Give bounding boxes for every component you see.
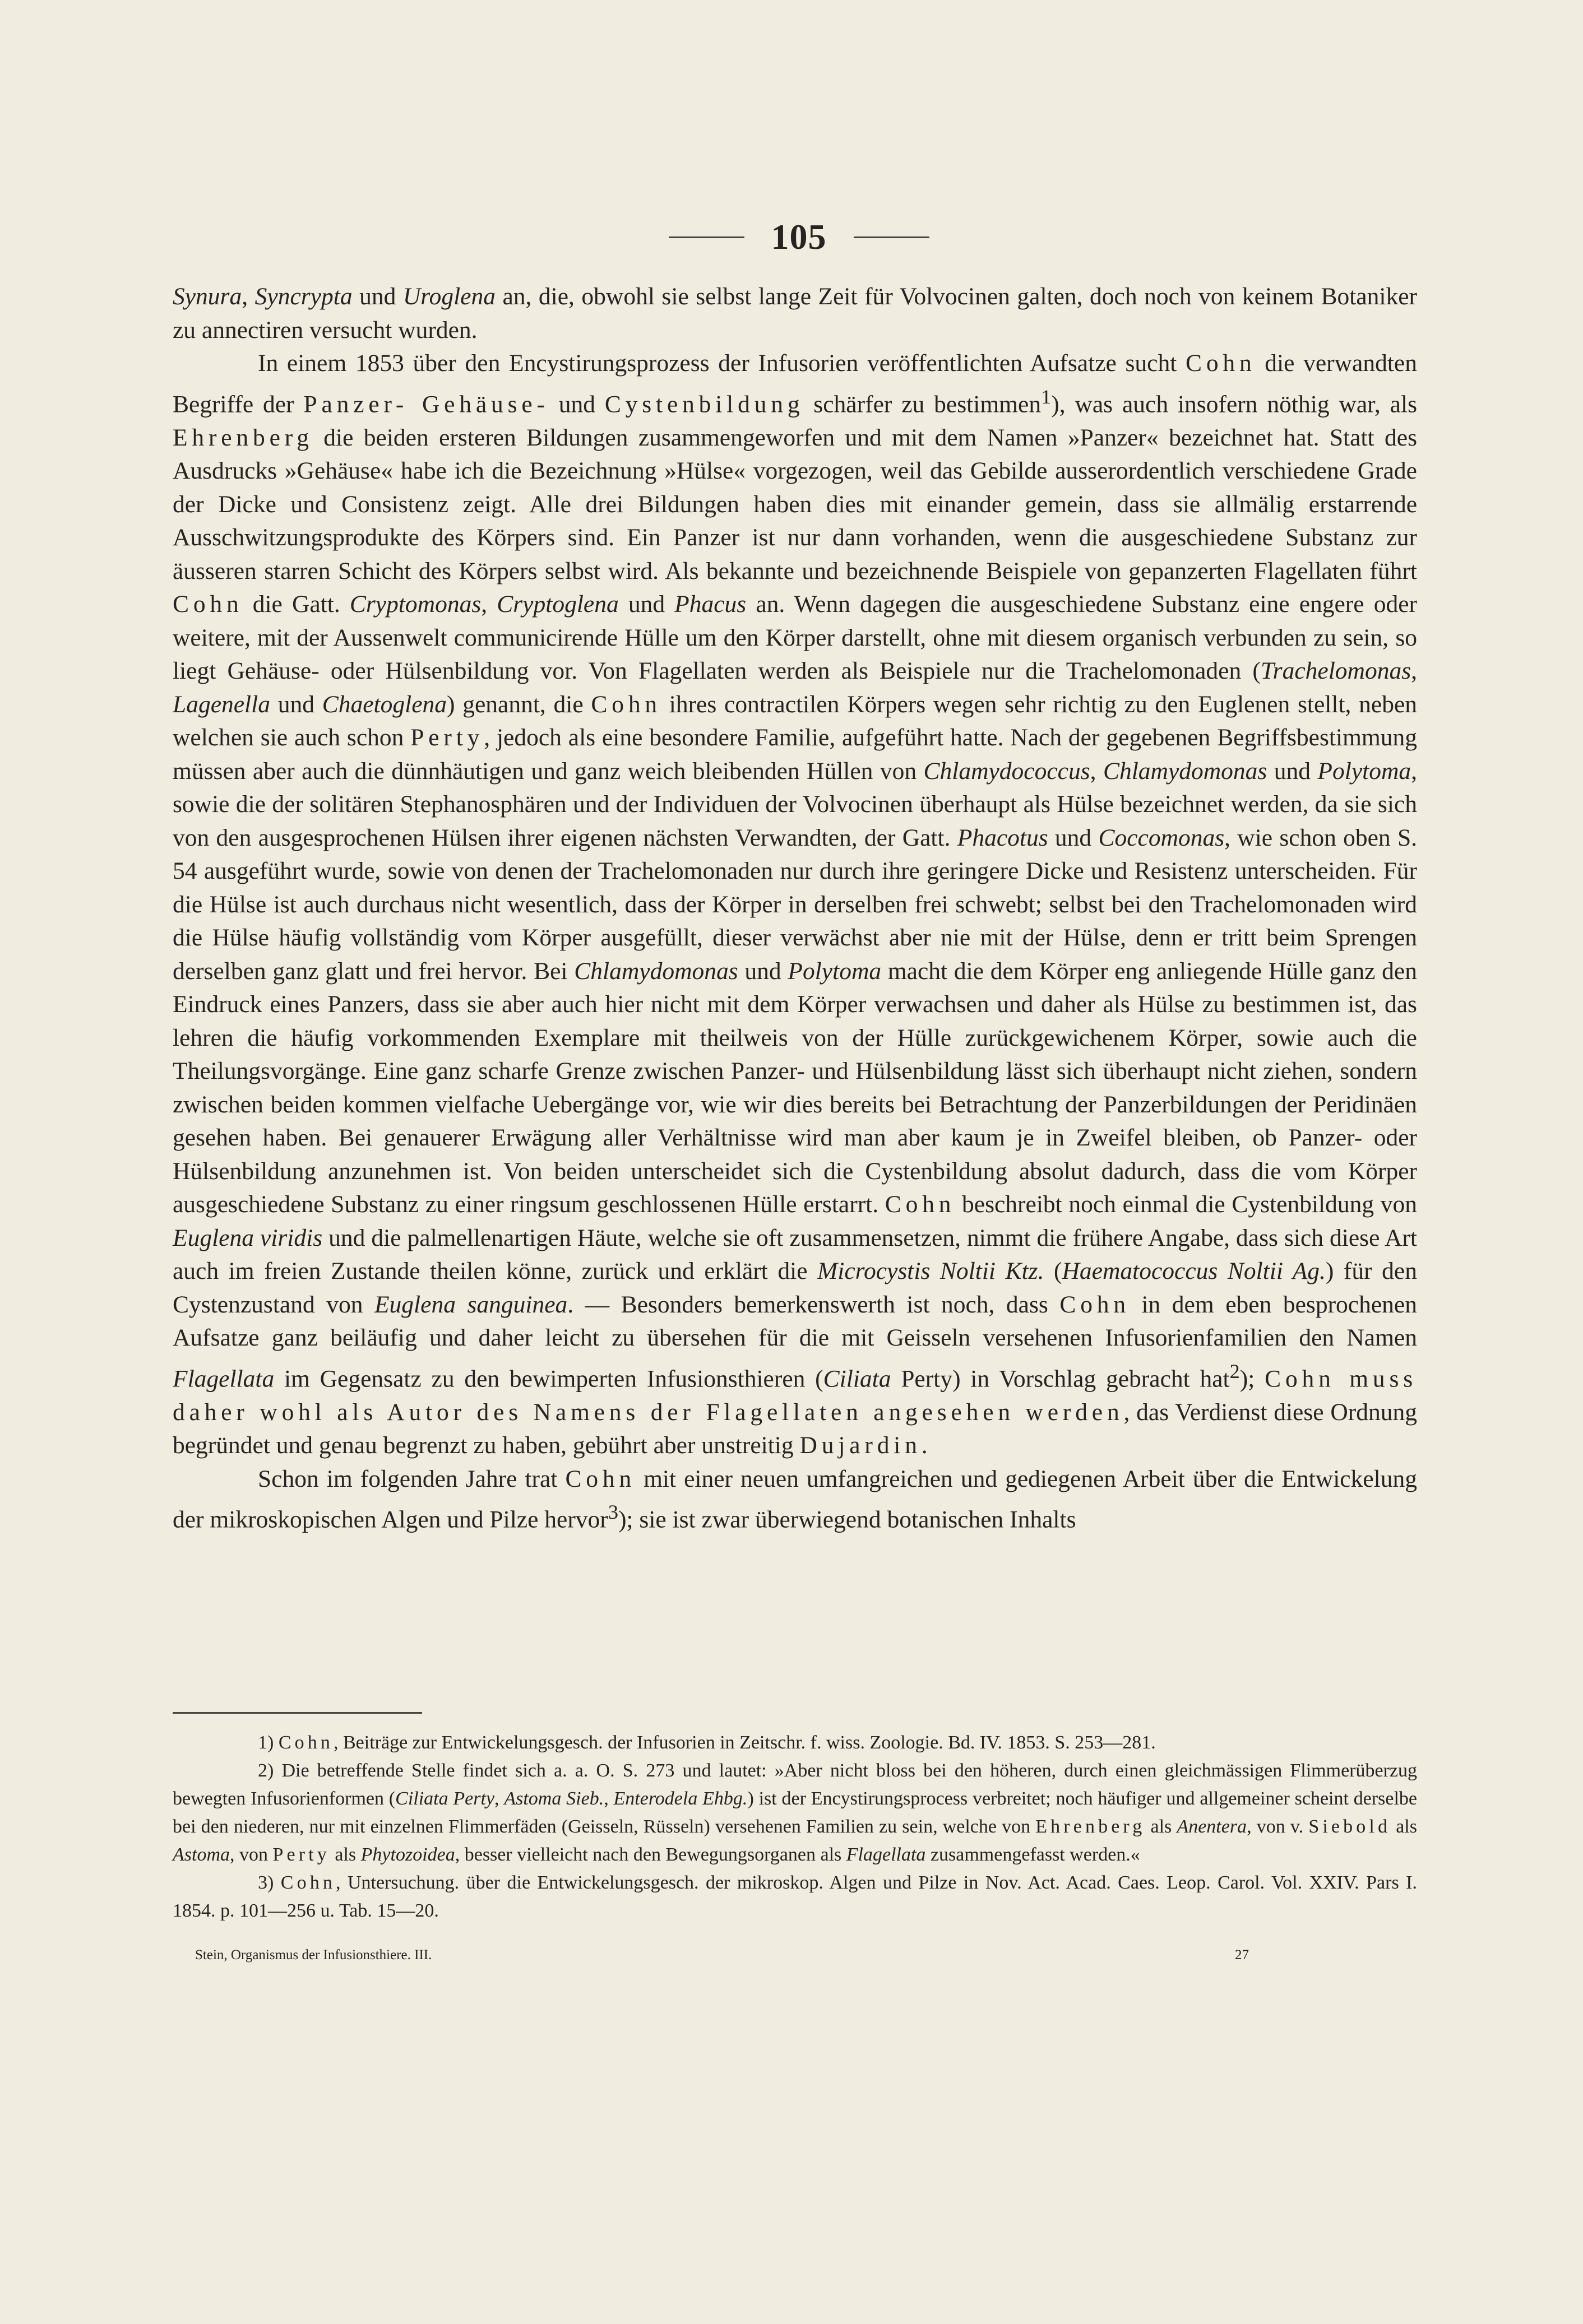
footnote-marker: 3	[608, 1501, 618, 1523]
footnote-separator	[173, 1712, 422, 1714]
text-run: die beiden ersteren Bildungen zusammengeworfen und mit dem Namen »Panzer« bezeichnet hat. Statt des Ausdrucks »Gehäuse« habe ich die Bezeichnung »Hülse« vorgezogen, weil das Gebilde ausserordentlich verschiedene Grade der Dicke und Consistenz zeigt. Alle drei Bildungen haben dies mit einander gemein, dass sie allmälig erstarrende Ausschwitzungsprodukte des Körpers sind. Ein Panzer ist nur dann vorhanden, wenn die ausgeschiedene Substanz zur äusseren starren Schicht des Körpers selbst wird. Als bekannte und bezeichnende Beispiele von gepanzerten Flagellaten führt	[173, 424, 1417, 585]
italic-term: Enterodela Ehbg.	[613, 1788, 748, 1809]
text-run: und	[352, 283, 403, 310]
text-run: ); sie ist zwar überwiegend botanischen Inhalts	[618, 1506, 1076, 1533]
italic-term: Synura	[173, 283, 242, 310]
body-paragraph	[173, 1463, 1417, 1537]
text-run: 2) Die betreffende Stelle findet sich a. a. O. S. 273 und lautet: »Aber nicht bloss bei den höheren, durch einen gleichmässigen Flimmerüberzug bewegten Infusorienformen (	[173, 1760, 1417, 1809]
text-run: ,	[242, 283, 255, 310]
text-run: , von	[230, 1844, 273, 1865]
italic-term: Phacus	[674, 591, 747, 618]
spaced-name: Cohn	[591, 690, 661, 718]
text-run: ,	[604, 1788, 614, 1809]
italic-term: Phytozoidea	[360, 1844, 455, 1865]
italic-term: Coccomonas	[1098, 824, 1225, 851]
text-run: zusammengefasst werden.«	[925, 1844, 1140, 1865]
text-run: , Untersuchung. über die Entwickelungsgesch. der mikroskop. Algen und Pilze in Nov. Act. Acad. Caes. Leop. Carol. Vol. XXIV. Pars I. 1854. p. 101—256 u. Tab. 15—20.	[173, 1872, 1417, 1921]
spaced-name: Cohn	[1059, 1291, 1130, 1318]
footnote-paragraph	[173, 1869, 1417, 1925]
italic-term: Euglena sanguinea	[374, 1291, 568, 1318]
spaced-name: Ehrenberg	[173, 424, 313, 451]
text-run: ,	[494, 1788, 504, 1809]
text-run: als	[1391, 1816, 1417, 1837]
text-run: , von v.	[1247, 1816, 1309, 1837]
footnote-paragraph	[173, 1729, 1417, 1757]
spaced-name: Siebold	[1308, 1816, 1391, 1837]
italic-term: Flagellata	[846, 1844, 926, 1865]
text-run: 3)	[258, 1872, 281, 1893]
italic-term: Uroglena	[402, 283, 496, 310]
spaced-name: Cohn	[1185, 350, 1256, 377]
text-run: ), was auch insofern nöthig war, als	[1051, 391, 1417, 418]
text-run: die Gatt.	[243, 591, 350, 618]
text-run: .	[921, 1432, 928, 1459]
header-rule-right	[854, 236, 929, 238]
spaced-name: Cohn	[173, 591, 243, 618]
text-run: ) genannt, die	[447, 690, 591, 718]
footnote-marker: 1	[1041, 385, 1052, 408]
text-run: In einem 1853 über den Encystirungsprozess der Infusorien veröffentlichten Aufsatze sucht	[258, 350, 1186, 377]
spaced-name: Perty	[410, 724, 484, 751]
text-run: an. Wenn dagegen die ausgeschiedene Substanz eine engere oder weitere, mit der Aussenwelt communicirende Hülle um den Körper darstellt, ohne mit diesem organisch verbunden zu sein, so liegt Gehäuse- oder Hülsenbildung vor. Von Flagellaten werden als Beispiele nur die Trachelomonaden (	[173, 591, 1417, 684]
text-run: macht die dem Körper eng anliegende Hülle ganz den Eindruck eines Panzers, dass sie aber auch hier nicht mit dem Körper verwachsen und daher als Hülse zu bestimmen ist, das lehren die häufig vorkommenden Exemplare mit theilweis von der Hülle zurückgewichenem Körper, sowie auch die Theilungsvorgänge. Eine ganz scharfe Grenze zwischen Panzer- und Hülsenbildung lässt sich überhaupt nicht ziehen, sondern zwischen beiden kommen vielfache Uebergänge vor, wie wir dies bereits bei Betrachtung der Panzerbildungen der Peridinäen gesehen haben. Bei genauerer Erwägung aller Verhältnisse wird man aber kaum je in Zweifel bleiben, ob Panzer- oder Hülsenbildung anzunehmen ist. Von beiden unterscheidet sich die Cystenbildung absolut dadurch, dass die vom Körper ausgeschiedene Substanz zu einer ringsum geschlossenen Hülle erstarrt.	[173, 957, 1417, 1218]
italic-term: Lagenella	[173, 690, 270, 718]
italic-term: Flagellata	[173, 1365, 275, 1392]
text-run: 1)	[258, 1732, 279, 1753]
text-run: , sowie die der solitären Stephanosphären und der Individuen der Volvocinen überhaupt als Hülse bezeichnet werden, da sie sich von den ausgesprochenen Hülsen ihrer eigenen nächsten Verwandten, der Gatt.	[173, 757, 1417, 851]
text-run: ) für den Cystenzustand von	[173, 1258, 1417, 1318]
italic-term: Cryptoglena	[497, 591, 619, 618]
footnote-paragraph	[173, 1757, 1417, 1869]
main-text	[173, 280, 1417, 1537]
italic-term: Ciliata Perty	[395, 1788, 495, 1809]
footnotes	[173, 1729, 1417, 1925]
spaced-name: Cohn	[278, 1732, 334, 1753]
italic-term: Polytoma	[1317, 757, 1411, 785]
text-run: und	[1267, 757, 1318, 785]
text-run: Schon im folgenden Jahre trat	[258, 1465, 566, 1492]
spaced-name: Cystenbildung	[604, 391, 804, 418]
text-run: beschreibt noch einmal die Cystenbildung von	[955, 1191, 1417, 1218]
spaced-name: Ehrenberg	[1035, 1816, 1146, 1837]
text-run: , wie schon oben S. 54 ausgeführt wurde, sowie von denen der Trachelomonaden nur durch ihre geringere Dicke und Resistenz unterscheiden. Für die Hülse ist auch durchaus nicht wesentlich, dass der Körper in derselben frei schwebt; selbst bei den Trachelomonaden wird die Hülse häufig vollständig vom Körper ausgefüllt, dieser verwächst aber nie mit der Hülse, denn er tritt beim Sprengen derselben ganz glatt und frei hervor. Bei	[173, 824, 1418, 985]
italic-term: Chlamydomonas	[1103, 757, 1267, 785]
signature-left: Stein, Organismus der Infusionsthiere. III.	[195, 1947, 432, 1963]
text-run: , das Verdienst diese Ordnung begründet und genau begrenzt zu haben, gebührt aber unstreitig	[173, 1398, 1417, 1459]
page-number: 105	[771, 217, 827, 257]
italic-term: Astoma Sieb.	[504, 1788, 604, 1809]
signature-line	[195, 1947, 1249, 1963]
text-run: als	[330, 1844, 361, 1865]
text-run: im Gegensatz zu den bewimperten Infusionsthieren (	[274, 1365, 823, 1392]
spaced-name: Perty	[272, 1844, 330, 1865]
italic-term: Microcystis Noltii Ktz.	[817, 1258, 1044, 1284]
italic-term: Anentera	[1177, 1816, 1247, 1837]
text-run: in dem eben besprochenen Aufsatze ganz beiläufig und daher leicht zu übersehen für die mit Geisseln versehenen Infusorienfamilien den Namen	[173, 1291, 1417, 1351]
text-run: die verwandten Begriffe der	[173, 350, 1417, 418]
italic-term: Chaetoglena	[322, 690, 447, 718]
text-run: und	[549, 391, 605, 418]
text-run: ,	[1090, 757, 1103, 785]
header-rule-left	[669, 236, 744, 238]
text-run: ihres contractilen Körpers wegen sehr richtig zu den Euglenen stellt, neben welchen sie auch schon	[173, 690, 1417, 751]
italic-term: Chlamydococcus	[923, 757, 1090, 785]
italic-term: Polytoma	[788, 957, 882, 985]
text-run: ) ist der Encystirungsprocess verbreitet; noch häufiger und allgemeiner scheint derselbe bei den niederen, nur mit einzelnen Flimmerfäden (Geisseln, Rüsseln) versehenen Familien zu sein, welche von	[173, 1788, 1418, 1837]
italic-term: Syncrypta	[254, 283, 353, 310]
text-run: ,	[1411, 657, 1417, 684]
text-run: , Beiträge zur Entwickelungsgesch. der Infusorien in Zeitschr. f. wiss. Zoologie. Bd. IV. 1853. S. 253—281.	[334, 1732, 1156, 1753]
text-run: mit einer neuen umfangreichen und gediegenen Arbeit über die Entwickelung der mikroskopischen Algen und Pilze hervor	[173, 1465, 1417, 1533]
footnote-marker: 2	[1229, 1360, 1240, 1383]
text-run: und die palmellenartigen Häute, welche sie oft zusammensetzen, nimmt die frühere Angabe, dass sich diese Art auch im freien Zustande theilen könne, zurück und erklärt die	[173, 1224, 1417, 1284]
spaced-name: Panzer- Gehäuse-	[303, 391, 549, 418]
text-run: ,	[481, 591, 497, 618]
text-run: . — Besonders bemerkenswerth ist noch, dass	[567, 1291, 1060, 1318]
text-run: an, die, obwohl sie selbst lange Zeit für Volvocinen galten, doch noch von keinem Botaniker zu annectiren versucht wurden.	[173, 283, 1418, 344]
text-run: und	[738, 957, 788, 985]
italic-term: Ciliata	[823, 1365, 891, 1392]
text-run: , jedoch als eine besondere Familie, aufgeführt hatte. Nach der gegebenen Begriffsbestimmung müssen aber auch die dünnhäutigen und ganz weich bleibenden Hüllen von	[173, 724, 1417, 785]
italic-term: Haematococcus Noltii Ag.	[1062, 1258, 1326, 1284]
italic-term: Trachelomonas	[1260, 657, 1411, 684]
signature-right: 27	[1235, 1947, 1249, 1963]
text-run: Perty) in Vorschlag gebracht hat	[891, 1365, 1230, 1392]
spaced-name: Cohn	[280, 1872, 336, 1893]
text-run: , besser vielleicht nach den Bewegungsorganen als	[455, 1844, 846, 1865]
spaced-name: Cohn muss daher wohl als Autor des Namens der Flagellaten angesehen werden	[173, 1365, 1418, 1426]
italic-term: Euglena viridis	[173, 1224, 323, 1251]
text-run: );	[1239, 1365, 1265, 1392]
italic-term: Chlamydomonas	[574, 957, 738, 985]
spaced-name: Dujardin	[799, 1432, 922, 1459]
text-run: schärfer zu bestimmen	[804, 391, 1042, 418]
italic-term: Cryptomonas	[349, 591, 482, 618]
spaced-name: Cohn	[885, 1191, 956, 1218]
italic-term: Astoma	[173, 1844, 230, 1865]
italic-term: Phacotus	[957, 824, 1048, 851]
text-run: und	[618, 591, 675, 618]
page-header	[631, 217, 967, 257]
body-paragraph	[173, 280, 1417, 347]
text-run: als	[1145, 1816, 1177, 1837]
text-run: und	[270, 690, 322, 718]
text-run: und	[1048, 824, 1099, 851]
body-paragraph	[173, 347, 1417, 1463]
text-run: (	[1044, 1258, 1062, 1284]
spaced-name: Cohn	[565, 1465, 636, 1492]
